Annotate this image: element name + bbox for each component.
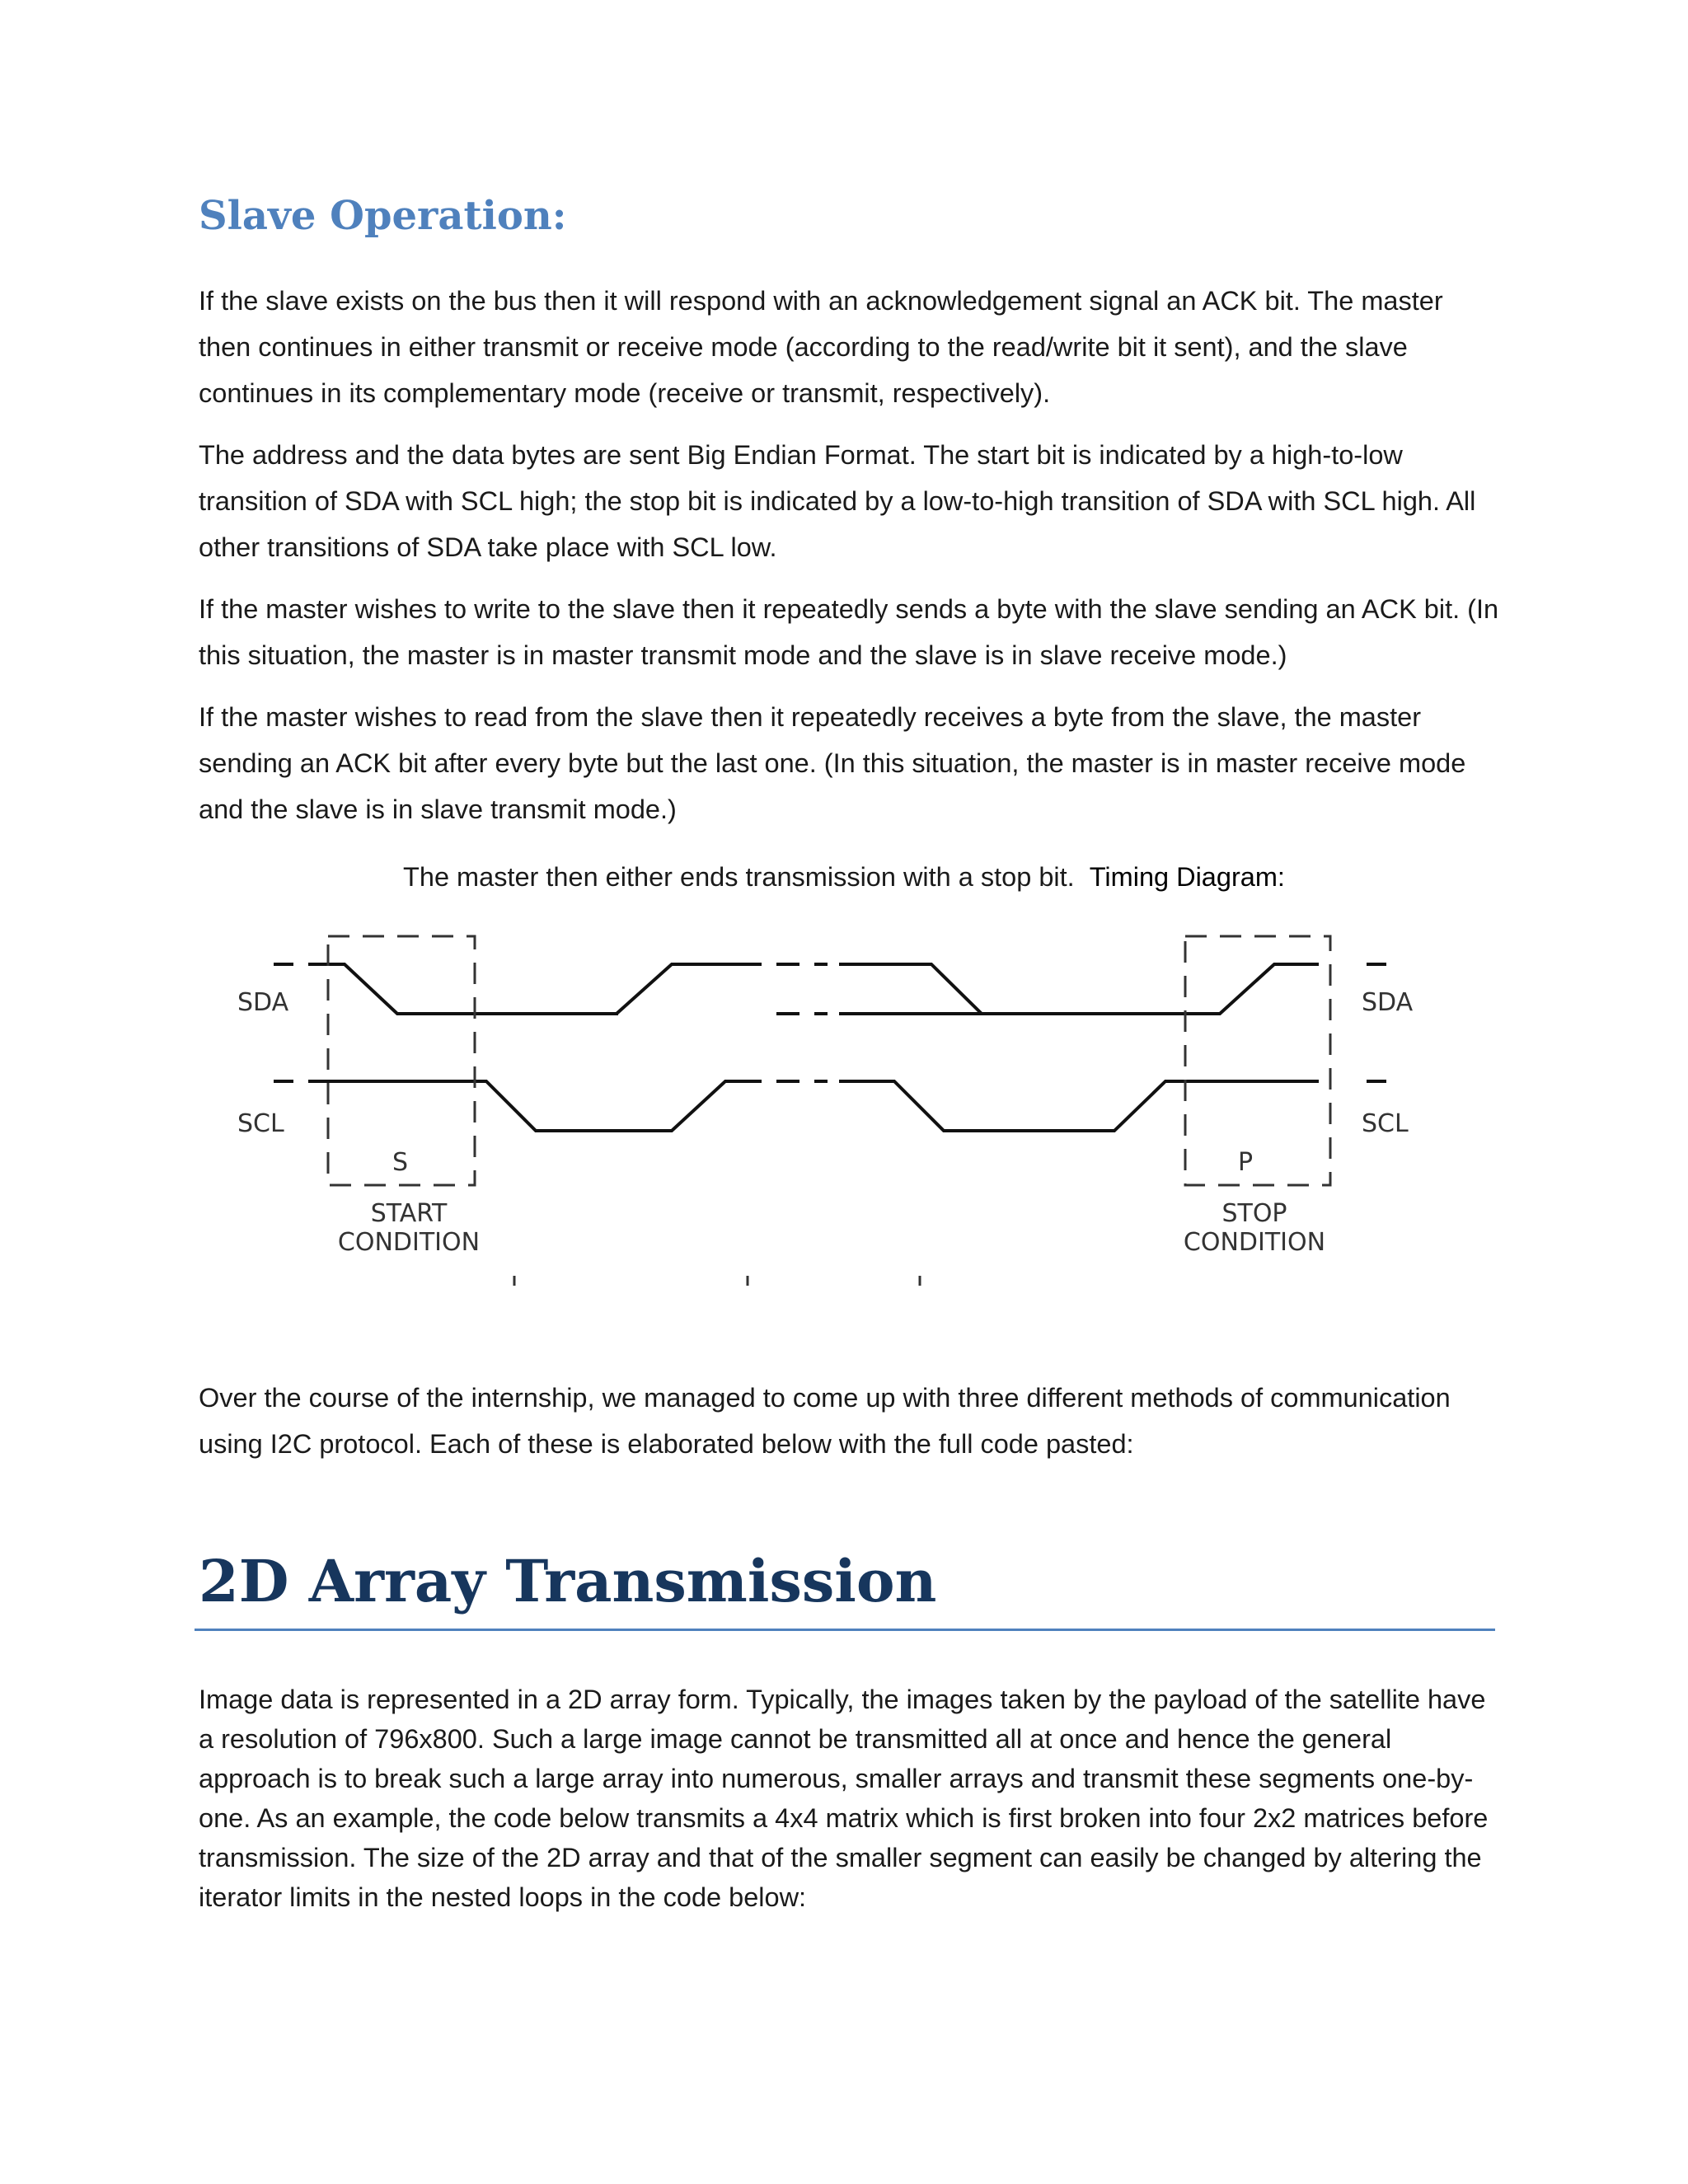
sda-label-left: SDA xyxy=(237,988,289,1017)
i2c-timing-diagram xyxy=(223,923,1442,1302)
paragraph-methods: Over the course of the internship, we managed to come up with three different methods of communication using I2C protocol. Each of these is elaborated below with the full code pasted: xyxy=(199,1383,1451,1459)
paragraph-stop-bit xyxy=(0,854,1688,900)
stop-condition-box xyxy=(1185,936,1330,1185)
heading-underline xyxy=(195,1629,1495,1631)
paragraph-master-read: If the master wishes to read from the slave then it repeatedly receives a byte from the slave, the master sending an ACK bit after every byte but the last one. (In this situation, the master is in master receive mode and the slave is in slave transmit mode.) xyxy=(199,702,1466,824)
start-symbol: S xyxy=(392,1148,409,1177)
paragraph-image-data: Image data is represented in a 2D array form. Typically, the images taken by the payload of the satellite have a resolution of 796x800. Such a large image cannot be transmitted all at once and hence the general approach is to break such a large array into numerous, smaller arrays and transmit these segments one-by-one. As an example, the code below transmits a 4x4 matrix which is first broken into four 2x2 matrices before transmission. The size of the 2D array and that of the smaller segment can easily be changed by altering the iterator limits in the nested loops in the code below: xyxy=(199,1685,1489,1912)
stop-condition-label-1: STOP xyxy=(1221,1199,1287,1228)
array-transmission-heading: 2D Array Transmission xyxy=(199,1547,937,1615)
scl-waveform xyxy=(274,1081,1386,1131)
stop-bit-sentence: The master then either ends transmission with a stop bit. xyxy=(403,862,1075,892)
scl-label-left: SCL xyxy=(237,1109,284,1138)
paragraph-big-endian: The address and the data bytes are sent Big Endian Format. The start bit is indicated by a high-to-low transition of SDA with SCL high; the stop bit is indicated by a low-to-high transition of SDA with SCL high. All other transitions of SDA take place with SCL low. xyxy=(199,440,1476,562)
paragraph-ack: If the slave exists on the bus then it will respond with an acknowledgement signal an ACK bit. The master then continues in either transmit or receive mode (according to the read/write bit it sent), and the slave continues in its complementary mode (receive or transmit, respectively). xyxy=(199,286,1443,408)
start-condition-label-1: START xyxy=(370,1199,448,1228)
tick-marks xyxy=(514,1276,920,1286)
stop-symbol: P xyxy=(1238,1148,1254,1177)
stop-condition-label-2: CONDITION xyxy=(1183,1228,1326,1257)
paragraph-master-write: If the master wishes to write to the slave then it repeatedly sends a byte with the slave sending an ACK bit. (In this situation, the master is in master transmit mode and the slave is in slave receive mode.) xyxy=(199,594,1499,670)
sda-waveform xyxy=(274,964,1386,1014)
sda-label-right: SDA xyxy=(1362,988,1414,1017)
slave-operation-heading: Slave Operation: xyxy=(199,193,567,239)
condition-boxes xyxy=(328,936,1330,1185)
scl-label-right: SCL xyxy=(1362,1109,1409,1138)
start-condition-label-2: CONDITION xyxy=(337,1228,481,1257)
timing-diagram-label: Timing Diagram: xyxy=(1089,862,1285,892)
